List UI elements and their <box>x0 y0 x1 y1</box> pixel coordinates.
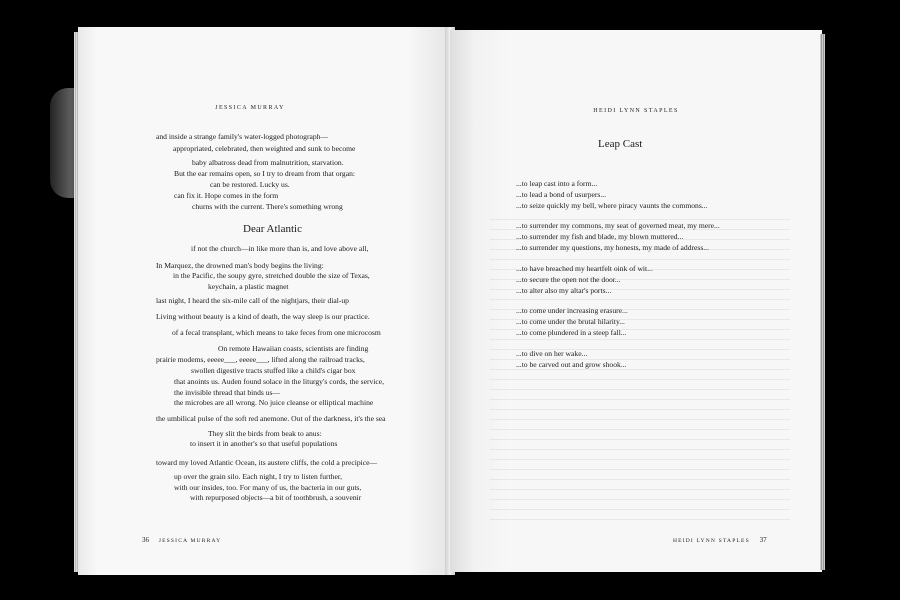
poem-title-left: Dear Atlantic <box>243 223 302 235</box>
poem-line: the umbilical pulse of the soft red anemone. Out of the darkness, it's the sea <box>156 414 386 423</box>
poem-line: ...to come plundered in a steep fall... <box>516 328 627 337</box>
poem-line: ...to lead a bond of usurpers... <box>516 190 607 199</box>
poem-line: to insert it in another's so that useful populations <box>190 439 338 448</box>
poem-line: On remote Hawaiian coasts, scientists are finding <box>218 344 369 353</box>
poem-line: But the ear remains open, so I try to dream from that organ: <box>174 169 356 178</box>
poem-line: Living without beauty is a kind of death, the way sleep is our practice. <box>156 312 370 321</box>
poem-line: ...to surrender my commons, my seat of governed meat, my mere... <box>516 221 720 230</box>
poem-line: that anoints us. Auden found solace in the liturgy's cords, the service, <box>174 377 385 386</box>
poem-line: last night, I heard the six-mile call of the nightjars, their dial-up <box>156 296 349 305</box>
poem-line: ...to dive on her wake... <box>516 349 588 358</box>
poem-line: ...to come under increasing erasure... <box>516 306 628 315</box>
poem-line: the invisible thread that binds us— <box>174 388 281 397</box>
running-head-left: JESSICA MURRAY <box>215 105 285 111</box>
poem-line: churns with the current. There's something wrong <box>192 202 343 211</box>
poem-title-right: Leap Cast <box>598 138 643 150</box>
folio-right <box>673 536 767 544</box>
page-edges-right <box>820 34 825 570</box>
poem-line: appropriated, celebrated, then weighted and sunk to become <box>173 144 356 153</box>
poem-line: ...to come under the brutal hilarity... <box>516 317 625 326</box>
poem-line: ...to alter also my altar's ports... <box>516 286 612 295</box>
poem-line: of a fecal transplant, which means to take feces from one microcosm <box>172 328 381 337</box>
poem-line: toward my loved Atlantic Ocean, its austere cliffs, the cold a precipice— <box>156 458 378 467</box>
poem-line: keychain, a plastic magnet <box>208 282 289 291</box>
poem-line: ...to surrender my fish and blade, my blown muttered... <box>516 232 684 241</box>
poem-line: ...to seize quickly my bell, where piracy vaunts the commons... <box>516 201 708 210</box>
right-page <box>450 30 822 572</box>
poem-line: with our insides, too. For many of us, the bacteria in our guts, <box>174 483 362 492</box>
poem-line: with repurposed objects—a bit of toothbrush, a souvenir <box>190 493 362 502</box>
poem-line: baby albatross dead from malnutrition, starvation. <box>192 158 344 167</box>
folio-name-right: HEIDI LYNN STAPLES <box>673 538 750 544</box>
poem-line: in the Pacific, the soupy gyre, stretched double the size of Texas, <box>173 271 370 280</box>
poem-line: ...to surrender my questions, my honests, my made of address... <box>516 243 709 252</box>
poem-line: if not the church—in like more than is, and love above all, <box>191 244 369 253</box>
poem-line: up over the grain silo. Each night, I try to listen further, <box>174 472 342 481</box>
page-number-left: 36 <box>142 536 149 544</box>
poem-line: can fix it. Hope comes in the form <box>174 191 279 200</box>
left-page <box>78 27 450 575</box>
poem-line: can be restored. Lucky us. <box>210 180 290 189</box>
poem-line: ...to be carved out and grow shook... <box>516 360 627 369</box>
poem-line: In Marquez, the drowned man's body begins the living: <box>156 261 324 270</box>
poem-line: ...to leap cast into a form... <box>516 179 598 188</box>
running-head-right: HEIDI LYNN STAPLES <box>593 108 679 114</box>
poem-line: ...to have breached my heartfelt oink of wit... <box>516 264 653 273</box>
poem-line: They slit the birds from beak to anus: <box>208 429 322 438</box>
folio-left <box>142 536 221 544</box>
poem-line: the microbes are all wrong. No juice cleanse or elliptical machine <box>174 398 374 407</box>
poem-line: and inside a strange family's water-logged photograph— <box>156 132 329 141</box>
folio-name-left: JESSICA MURRAY <box>158 538 222 544</box>
poem-line: swollen digestive tracts stuffed like a child's cigar box <box>191 366 356 375</box>
poem-line: prairie modems, eeeee___, eeeee___, lifted along the railroad tracks, <box>156 355 365 364</box>
poem-line: ...to secure the open not the door... <box>516 275 621 284</box>
page-number-right: 37 <box>759 536 767 544</box>
